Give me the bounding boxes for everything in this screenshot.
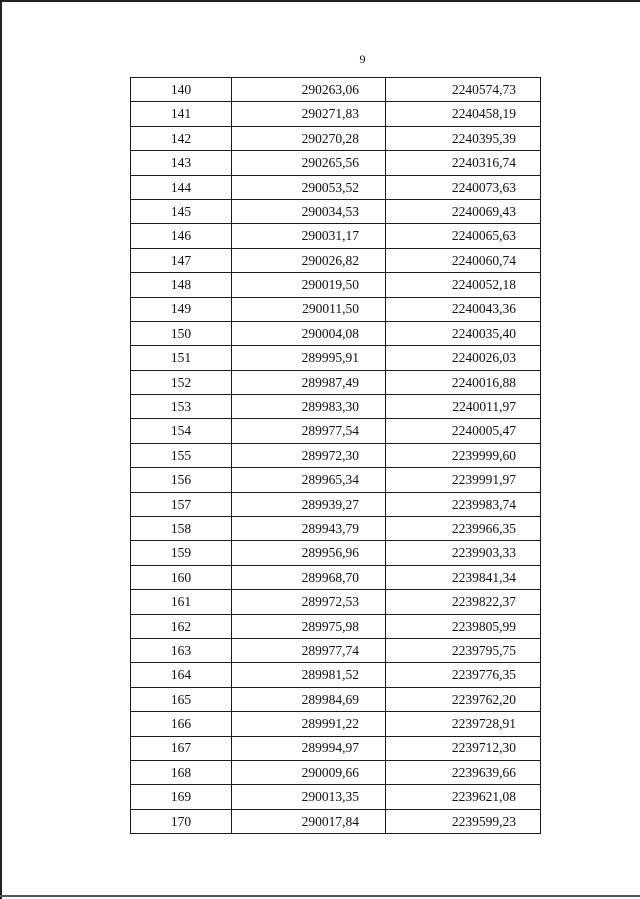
point-number-cell: 166: [131, 712, 232, 736]
point-number-cell: 140: [131, 78, 232, 102]
table-row: [131, 541, 541, 565]
point-number-cell: 143: [131, 151, 232, 175]
table-row: [131, 273, 541, 297]
point-number-cell: 162: [131, 614, 232, 638]
y-coordinate-cell: 2240316,74: [386, 151, 541, 175]
table-row: [131, 687, 541, 711]
y-coordinate-cell: 2240035,40: [386, 321, 541, 345]
table-row: [131, 224, 541, 248]
point-number-cell: 169: [131, 785, 232, 809]
table-row: [131, 760, 541, 784]
x-coordinate-cell: 290053,52: [232, 175, 386, 199]
point-number-cell: 149: [131, 297, 232, 321]
x-coordinate-cell: 289975,98: [232, 614, 386, 638]
y-coordinate-cell: 2240395,39: [386, 126, 541, 150]
x-coordinate-cell: 290017,84: [232, 809, 386, 833]
y-coordinate-cell: 2239776,35: [386, 663, 541, 687]
x-coordinate-cell: 289987,49: [232, 370, 386, 394]
point-number-cell: 157: [131, 492, 232, 516]
page-number: 9: [359, 52, 366, 66]
table-row: [131, 370, 541, 394]
x-coordinate-cell: 290034,53: [232, 199, 386, 223]
x-coordinate-cell: 290031,17: [232, 224, 386, 248]
table-row: [131, 590, 541, 614]
x-coordinate-cell: 289984,69: [232, 687, 386, 711]
x-coordinate-cell: 289968,70: [232, 565, 386, 589]
table-row: [131, 468, 541, 492]
y-coordinate-cell: 2240458,19: [386, 102, 541, 126]
point-number-cell: 170: [131, 809, 232, 833]
point-number-cell: 160: [131, 565, 232, 589]
point-number-cell: 142: [131, 126, 232, 150]
point-number-cell: 156: [131, 468, 232, 492]
x-coordinate-cell: 290011,50: [232, 297, 386, 321]
y-coordinate-cell: 2240073,63: [386, 175, 541, 199]
point-number-cell: 147: [131, 248, 232, 272]
table-row: [131, 102, 541, 126]
x-coordinate-cell: 289939,27: [232, 492, 386, 516]
table-row: [131, 346, 541, 370]
x-coordinate-cell: 289965,34: [232, 468, 386, 492]
point-number-cell: 159: [131, 541, 232, 565]
y-coordinate-cell: 2240005,47: [386, 419, 541, 443]
y-coordinate-cell: 2239999,60: [386, 443, 541, 467]
x-coordinate-cell: 290271,83: [232, 102, 386, 126]
x-coordinate-cell: 289943,79: [232, 517, 386, 541]
table-row: [131, 321, 541, 345]
x-coordinate-cell: 290009,66: [232, 760, 386, 784]
y-coordinate-cell: 2240060,74: [386, 248, 541, 272]
table-row: [131, 663, 541, 687]
x-coordinate-cell: 289972,30: [232, 443, 386, 467]
x-coordinate-cell: 289956,96: [232, 541, 386, 565]
table-row: [131, 248, 541, 272]
x-coordinate-cell: 290026,82: [232, 248, 386, 272]
y-coordinate-cell: 2239983,74: [386, 492, 541, 516]
point-number-cell: 154: [131, 419, 232, 443]
x-coordinate-cell: 289981,52: [232, 663, 386, 687]
point-number-cell: 146: [131, 224, 232, 248]
y-coordinate-cell: 2239903,33: [386, 541, 541, 565]
x-coordinate-cell: 290270,28: [232, 126, 386, 150]
point-number-cell: 165: [131, 687, 232, 711]
y-coordinate-cell: 2239841,34: [386, 565, 541, 589]
y-coordinate-cell: 2239966,35: [386, 517, 541, 541]
page-border-top: [0, 0, 640, 2]
y-coordinate-cell: 2240043,36: [386, 297, 541, 321]
point-number-cell: 150: [131, 321, 232, 345]
table-row: [131, 565, 541, 589]
point-number-cell: 144: [131, 175, 232, 199]
x-coordinate-cell: 289995,91: [232, 346, 386, 370]
y-coordinate-cell: 2239991,97: [386, 468, 541, 492]
y-coordinate-cell: 2240011,97: [386, 395, 541, 419]
page-border-left: [0, 0, 2, 899]
y-coordinate-cell: 2240069,43: [386, 199, 541, 223]
table-row: [131, 809, 541, 833]
table-row: [131, 151, 541, 175]
y-coordinate-cell: 2239805,99: [386, 614, 541, 638]
point-number-cell: 152: [131, 370, 232, 394]
y-coordinate-cell: 2239639,66: [386, 760, 541, 784]
table-row: [131, 419, 541, 443]
page-border-bottom: [0, 895, 640, 897]
x-coordinate-cell: 290263,06: [232, 78, 386, 102]
table-row: [131, 638, 541, 662]
point-number-cell: 141: [131, 102, 232, 126]
point-number-cell: 151: [131, 346, 232, 370]
y-coordinate-cell: 2239728,91: [386, 712, 541, 736]
y-coordinate-cell: 2239599,23: [386, 809, 541, 833]
point-number-cell: 168: [131, 760, 232, 784]
x-coordinate-cell: 290019,50: [232, 273, 386, 297]
point-number-cell: 158: [131, 517, 232, 541]
table-row: [131, 175, 541, 199]
x-coordinate-cell: 289991,22: [232, 712, 386, 736]
x-coordinate-cell: 289977,74: [232, 638, 386, 662]
y-coordinate-cell: 2240052,18: [386, 273, 541, 297]
point-number-cell: 161: [131, 590, 232, 614]
table-row: [131, 712, 541, 736]
x-coordinate-cell: 289983,30: [232, 395, 386, 419]
coordinates-table-body: [131, 78, 541, 834]
y-coordinate-cell: 2239712,30: [386, 736, 541, 760]
table-row: [131, 395, 541, 419]
point-number-cell: 153: [131, 395, 232, 419]
point-number-cell: 155: [131, 443, 232, 467]
y-coordinate-cell: 2240574,73: [386, 78, 541, 102]
table-row: [131, 443, 541, 467]
point-number-cell: 148: [131, 273, 232, 297]
point-number-cell: 167: [131, 736, 232, 760]
point-number-cell: 163: [131, 638, 232, 662]
table-row: [131, 785, 541, 809]
x-coordinate-cell: 289994,97: [232, 736, 386, 760]
x-coordinate-cell: 289972,53: [232, 590, 386, 614]
table-row: [131, 78, 541, 102]
table-row: [131, 614, 541, 638]
table-row: [131, 126, 541, 150]
table-row: [131, 736, 541, 760]
y-coordinate-cell: 2239795,75: [386, 638, 541, 662]
table-row: [131, 199, 541, 223]
y-coordinate-cell: 2240065,63: [386, 224, 541, 248]
point-number-cell: 145: [131, 199, 232, 223]
coordinates-table: [130, 77, 541, 834]
y-coordinate-cell: 2239822,37: [386, 590, 541, 614]
y-coordinate-cell: 2239621,08: [386, 785, 541, 809]
x-coordinate-cell: 289977,54: [232, 419, 386, 443]
y-coordinate-cell: 2239762,20: [386, 687, 541, 711]
table-row: [131, 517, 541, 541]
x-coordinate-cell: 290265,56: [232, 151, 386, 175]
table-row: [131, 297, 541, 321]
x-coordinate-cell: 290004,08: [232, 321, 386, 345]
x-coordinate-cell: 290013,35: [232, 785, 386, 809]
point-number-cell: 164: [131, 663, 232, 687]
table-row: [131, 492, 541, 516]
y-coordinate-cell: 2240026,03: [386, 346, 541, 370]
y-coordinate-cell: 2240016,88: [386, 370, 541, 394]
